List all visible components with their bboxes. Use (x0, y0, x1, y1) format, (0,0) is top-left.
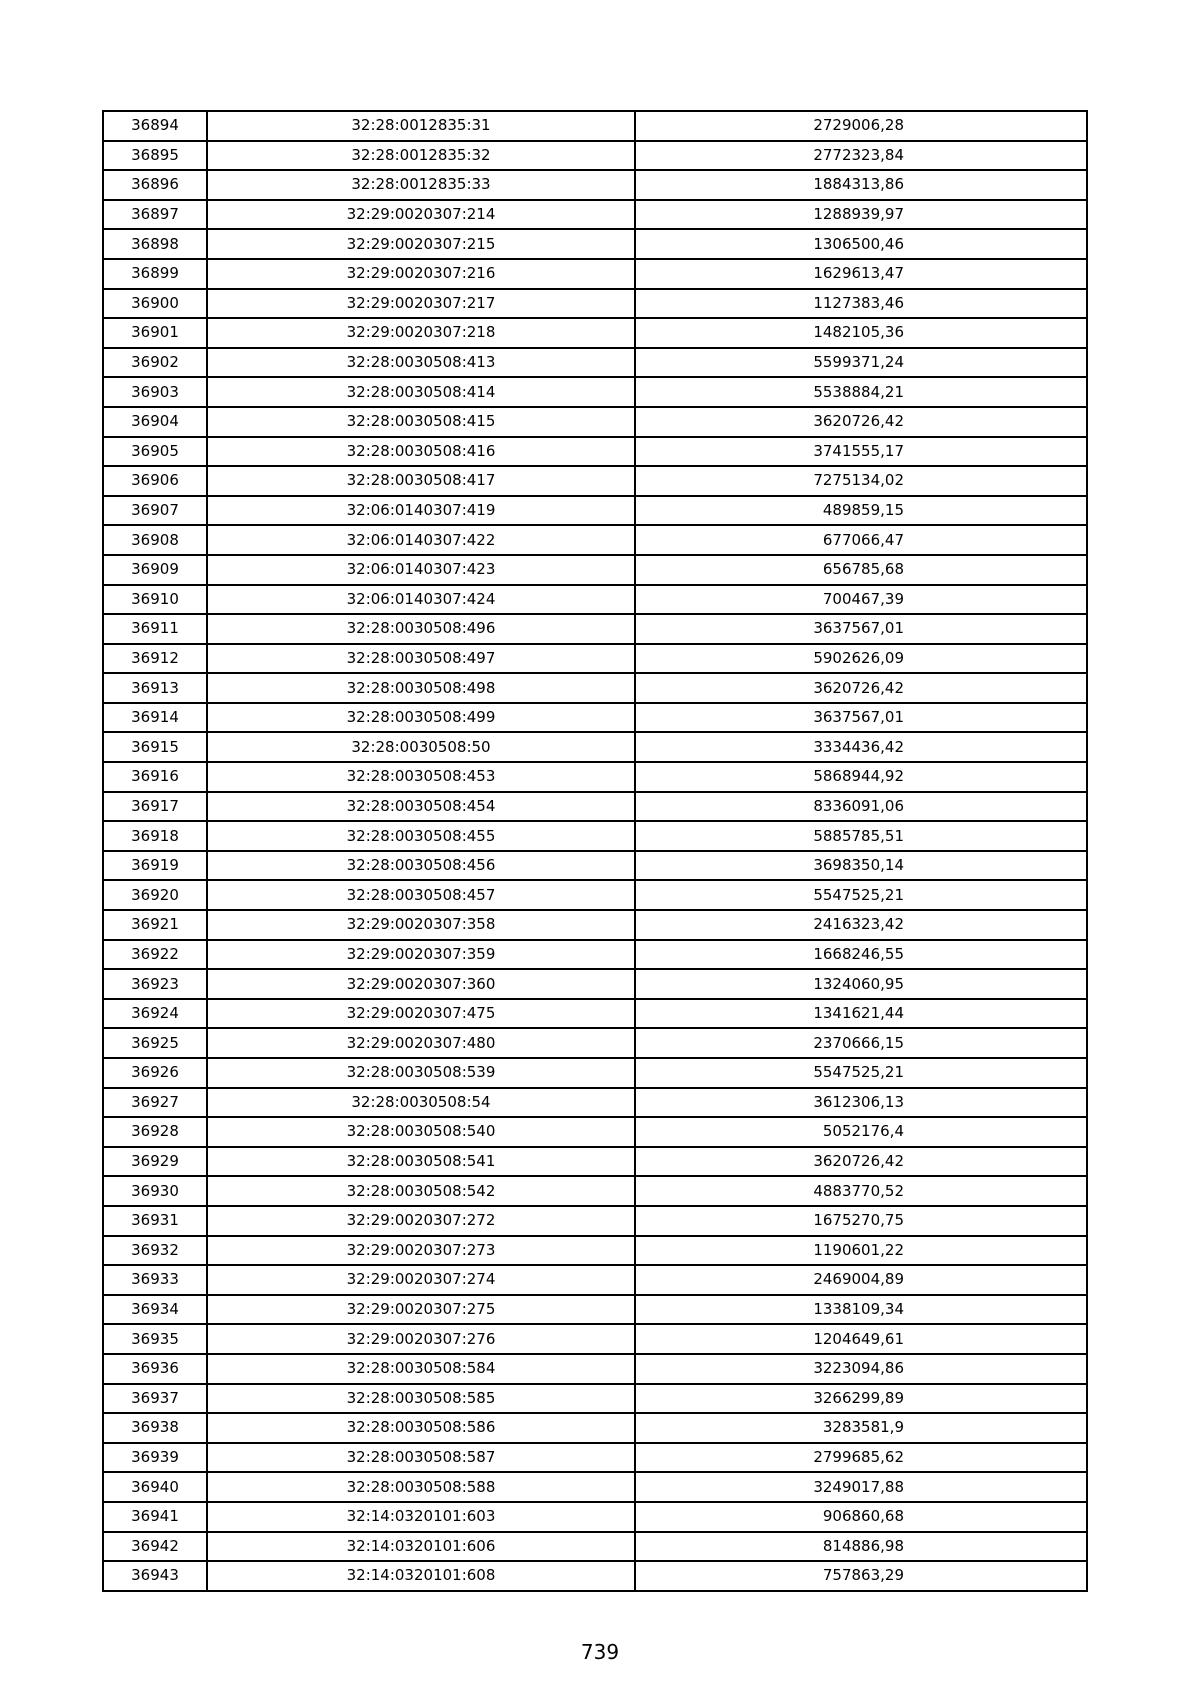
value-cell: 1324060,95 (635, 969, 1087, 999)
row-number-cell: 36913 (103, 673, 207, 703)
cadastral-number-cell: 32:28:0030508:498 (207, 673, 635, 703)
row-number-cell: 36941 (103, 1502, 207, 1532)
row-number-cell: 36934 (103, 1295, 207, 1325)
cadastral-number-cell: 32:28:0030508:539 (207, 1058, 635, 1088)
value-cell: 1341621,44 (635, 999, 1087, 1029)
row-number-cell: 36936 (103, 1354, 207, 1384)
cadastral-number-cell: 32:28:0012835:31 (207, 111, 635, 141)
value-cell: 2799685,62 (635, 1443, 1087, 1473)
row-number-cell: 36939 (103, 1443, 207, 1473)
table-row (103, 1295, 1087, 1325)
table-row (103, 229, 1087, 259)
table-row (103, 377, 1087, 407)
cadastral-number-cell: 32:28:0030508:496 (207, 614, 635, 644)
cadastral-number-cell: 32:28:0030508:415 (207, 407, 635, 437)
value-cell: 906860,68 (635, 1502, 1087, 1532)
row-number-cell: 36922 (103, 940, 207, 970)
row-number-cell: 36935 (103, 1324, 207, 1354)
table-row (103, 1176, 1087, 1206)
cadastral-number-cell: 32:28:0012835:32 (207, 141, 635, 171)
table-row (103, 673, 1087, 703)
value-cell: 2729006,28 (635, 111, 1087, 141)
row-number-cell: 36938 (103, 1413, 207, 1443)
value-cell: 3266299,89 (635, 1384, 1087, 1414)
cadastral-number-cell: 32:28:0030508:587 (207, 1443, 635, 1473)
row-number-cell: 36894 (103, 111, 207, 141)
value-cell: 1338109,34 (635, 1295, 1087, 1325)
value-cell: 1629613,47 (635, 259, 1087, 289)
row-number-cell: 36897 (103, 200, 207, 230)
value-cell: 757863,29 (635, 1561, 1087, 1591)
table-row (103, 1354, 1087, 1384)
table-row (103, 614, 1087, 644)
table-row (103, 111, 1087, 141)
table-row (103, 762, 1087, 792)
cadastral-number-cell: 32:06:0140307:422 (207, 525, 635, 555)
value-cell: 3223094,86 (635, 1354, 1087, 1384)
value-cell: 1668246,55 (635, 940, 1087, 970)
row-number-cell: 36910 (103, 585, 207, 615)
table-row (103, 1206, 1087, 1236)
row-number-cell: 36903 (103, 377, 207, 407)
cadastral-number-cell: 32:29:0020307:475 (207, 999, 635, 1029)
table-row (103, 821, 1087, 851)
cadastral-number-cell: 32:29:0020307:218 (207, 318, 635, 348)
row-number-cell: 36899 (103, 259, 207, 289)
table-row (103, 851, 1087, 881)
table-row (103, 1324, 1087, 1354)
value-cell: 3637567,01 (635, 703, 1087, 733)
row-number-cell: 36920 (103, 880, 207, 910)
row-number-cell: 36919 (103, 851, 207, 881)
cadastral-number-cell: 32:06:0140307:419 (207, 496, 635, 526)
cadastral-number-cell: 32:28:0030508:499 (207, 703, 635, 733)
table-row (103, 1532, 1087, 1562)
table-row (103, 1088, 1087, 1118)
value-cell: 656785,68 (635, 555, 1087, 585)
row-number-cell: 36927 (103, 1088, 207, 1118)
page-number: 739 (580, 1640, 620, 1664)
table-row (103, 585, 1087, 615)
row-number-cell: 36924 (103, 999, 207, 1029)
row-number-cell: 36901 (103, 318, 207, 348)
value-cell: 1675270,75 (635, 1206, 1087, 1236)
table-row (103, 792, 1087, 822)
value-cell: 5547525,21 (635, 880, 1087, 910)
cadastral-number-cell: 32:29:0020307:274 (207, 1265, 635, 1295)
value-cell: 3612306,13 (635, 1088, 1087, 1118)
cadastral-number-cell: 32:28:0030508:588 (207, 1472, 635, 1502)
row-number-cell: 36914 (103, 703, 207, 733)
cadastral-number-cell: 32:29:0020307:360 (207, 969, 635, 999)
table-row (103, 525, 1087, 555)
cadastral-number-cell: 32:28:0012835:33 (207, 170, 635, 200)
row-number-cell: 36923 (103, 969, 207, 999)
cadastral-number-cell: 32:29:0020307:358 (207, 910, 635, 940)
row-number-cell: 36931 (103, 1206, 207, 1236)
cadastral-number-cell: 32:29:0020307:273 (207, 1236, 635, 1266)
value-cell: 700467,39 (635, 585, 1087, 615)
row-number-cell: 36932 (103, 1236, 207, 1266)
cadastral-number-cell: 32:06:0140307:424 (207, 585, 635, 615)
value-cell: 489859,15 (635, 496, 1087, 526)
cadastral-number-cell: 32:28:0030508:417 (207, 466, 635, 496)
cadastral-number-cell: 32:28:0030508:413 (207, 348, 635, 378)
value-cell: 5538884,21 (635, 377, 1087, 407)
table-row (103, 170, 1087, 200)
table-row (103, 969, 1087, 999)
table-row (103, 407, 1087, 437)
row-number-cell: 36926 (103, 1058, 207, 1088)
value-cell: 3283581,9 (635, 1413, 1087, 1443)
value-cell: 3637567,01 (635, 614, 1087, 644)
value-cell: 1190601,22 (635, 1236, 1087, 1266)
value-cell: 5052176,4 (635, 1117, 1087, 1147)
cadastral-number-cell: 32:14:0320101:603 (207, 1502, 635, 1532)
value-cell: 1204649,61 (635, 1324, 1087, 1354)
row-number-cell: 36928 (103, 1117, 207, 1147)
value-cell: 2772323,84 (635, 141, 1087, 171)
value-cell: 2370666,15 (635, 1028, 1087, 1058)
row-number-cell: 36916 (103, 762, 207, 792)
value-cell: 7275134,02 (635, 466, 1087, 496)
value-cell: 1482105,36 (635, 318, 1087, 348)
cadastral-number-cell: 32:29:0020307:275 (207, 1295, 635, 1325)
cadastral-number-cell: 32:29:0020307:216 (207, 259, 635, 289)
row-number-cell: 36907 (103, 496, 207, 526)
value-cell: 3698350,14 (635, 851, 1087, 881)
row-number-cell: 36912 (103, 644, 207, 674)
cadastral-number-cell: 32:28:0030508:542 (207, 1176, 635, 1206)
row-number-cell: 36904 (103, 407, 207, 437)
row-number-cell: 36902 (103, 348, 207, 378)
cadastral-number-cell: 32:28:0030508:453 (207, 762, 635, 792)
cadastral-number-cell: 32:29:0020307:480 (207, 1028, 635, 1058)
table-row (103, 555, 1087, 585)
value-cell: 5868944,92 (635, 762, 1087, 792)
data-table (102, 110, 1088, 1592)
value-cell: 5599371,24 (635, 348, 1087, 378)
row-number-cell: 36911 (103, 614, 207, 644)
table-row (103, 466, 1087, 496)
table-row (103, 1147, 1087, 1177)
table-row (103, 1236, 1087, 1266)
table-row (103, 1561, 1087, 1591)
value-cell: 5902626,09 (635, 644, 1087, 674)
table-row (103, 1502, 1087, 1532)
row-number-cell: 36942 (103, 1532, 207, 1562)
table-row (103, 289, 1087, 319)
table-row (103, 1443, 1087, 1473)
value-cell: 8336091,06 (635, 792, 1087, 822)
cadastral-number-cell: 32:14:0320101:606 (207, 1532, 635, 1562)
row-number-cell: 36921 (103, 910, 207, 940)
row-number-cell: 36909 (103, 555, 207, 585)
row-number-cell: 36943 (103, 1561, 207, 1591)
value-cell: 2469004,89 (635, 1265, 1087, 1295)
cadastral-number-cell: 32:29:0020307:217 (207, 289, 635, 319)
row-number-cell: 36930 (103, 1176, 207, 1206)
row-number-cell: 36896 (103, 170, 207, 200)
table-row (103, 1117, 1087, 1147)
row-number-cell: 36906 (103, 466, 207, 496)
value-cell: 3334436,42 (635, 732, 1087, 762)
cadastral-number-cell: 32:28:0030508:455 (207, 821, 635, 851)
table-row (103, 703, 1087, 733)
value-cell: 3741555,17 (635, 437, 1087, 467)
cadastral-number-cell: 32:06:0140307:423 (207, 555, 635, 585)
cadastral-number-cell: 32:28:0030508:497 (207, 644, 635, 674)
cadastral-number-cell: 32:28:0030508:457 (207, 880, 635, 910)
table-row (103, 348, 1087, 378)
row-number-cell: 36908 (103, 525, 207, 555)
table-row (103, 999, 1087, 1029)
row-number-cell: 36900 (103, 289, 207, 319)
table-row (103, 644, 1087, 674)
cadastral-number-cell: 32:29:0020307:276 (207, 1324, 635, 1354)
cadastral-number-cell: 32:28:0030508:416 (207, 437, 635, 467)
table-row (103, 437, 1087, 467)
value-cell: 1884313,86 (635, 170, 1087, 200)
row-number-cell: 36918 (103, 821, 207, 851)
cadastral-number-cell: 32:28:0030508:454 (207, 792, 635, 822)
row-number-cell: 36915 (103, 732, 207, 762)
table-row (103, 1265, 1087, 1295)
cadastral-number-cell: 32:29:0020307:214 (207, 200, 635, 230)
cadastral-number-cell: 32:28:0030508:585 (207, 1384, 635, 1414)
value-cell: 1306500,46 (635, 229, 1087, 259)
row-number-cell: 36917 (103, 792, 207, 822)
value-cell: 4883770,52 (635, 1176, 1087, 1206)
value-cell: 3249017,88 (635, 1472, 1087, 1502)
table-row (103, 259, 1087, 289)
table-row (103, 1384, 1087, 1414)
value-cell: 814886,98 (635, 1532, 1087, 1562)
cadastral-number-cell: 32:28:0030508:584 (207, 1354, 635, 1384)
cadastral-number-cell: 32:14:0320101:608 (207, 1561, 635, 1591)
cadastral-number-cell: 32:28:0030508:50 (207, 732, 635, 762)
value-cell: 677066,47 (635, 525, 1087, 555)
value-cell: 1127383,46 (635, 289, 1087, 319)
table-row (103, 496, 1087, 526)
cadastral-number-cell: 32:28:0030508:586 (207, 1413, 635, 1443)
table-row (103, 940, 1087, 970)
cadastral-number-cell: 32:28:0030508:54 (207, 1088, 635, 1118)
table-row (103, 880, 1087, 910)
row-number-cell: 36905 (103, 437, 207, 467)
cadastral-number-cell: 32:28:0030508:541 (207, 1147, 635, 1177)
table-row (103, 910, 1087, 940)
value-cell: 3620726,42 (635, 1147, 1087, 1177)
value-cell: 3620726,42 (635, 673, 1087, 703)
cadastral-number-cell: 32:28:0030508:456 (207, 851, 635, 881)
row-number-cell: 36937 (103, 1384, 207, 1414)
row-number-cell: 36895 (103, 141, 207, 171)
row-number-cell: 36898 (103, 229, 207, 259)
table-body (103, 111, 1087, 1591)
cadastral-number-cell: 32:28:0030508:414 (207, 377, 635, 407)
value-cell: 3620726,42 (635, 407, 1087, 437)
value-cell: 1288939,97 (635, 200, 1087, 230)
table-row (103, 200, 1087, 230)
table-row (103, 1058, 1087, 1088)
cadastral-number-cell: 32:29:0020307:272 (207, 1206, 635, 1236)
table-row (103, 1472, 1087, 1502)
cadastral-number-cell: 32:29:0020307:215 (207, 229, 635, 259)
table-row (103, 1028, 1087, 1058)
table-row (103, 1413, 1087, 1443)
row-number-cell: 36940 (103, 1472, 207, 1502)
row-number-cell: 36925 (103, 1028, 207, 1058)
table-row (103, 732, 1087, 762)
row-number-cell: 36929 (103, 1147, 207, 1177)
row-number-cell: 36933 (103, 1265, 207, 1295)
table-row (103, 141, 1087, 171)
table-row (103, 318, 1087, 348)
cadastral-number-cell: 32:28:0030508:540 (207, 1117, 635, 1147)
cadastral-number-cell: 32:29:0020307:359 (207, 940, 635, 970)
value-cell: 2416323,42 (635, 910, 1087, 940)
value-cell: 5885785,51 (635, 821, 1087, 851)
value-cell: 5547525,21 (635, 1058, 1087, 1088)
